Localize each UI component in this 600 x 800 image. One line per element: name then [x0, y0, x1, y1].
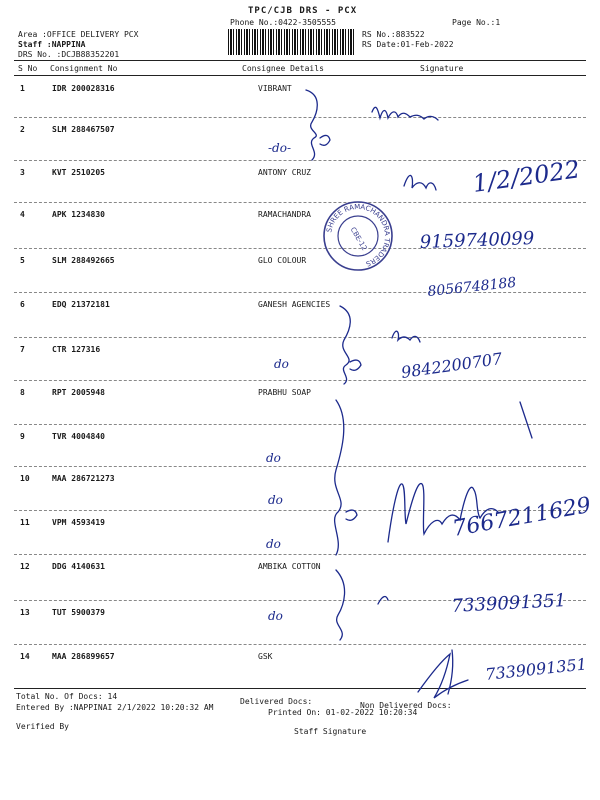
- row-divider: [14, 554, 586, 555]
- phone-number: Phone No.:0422-3505555: [230, 18, 336, 27]
- handwritten-phone-4: 7667211629: [450, 492, 593, 542]
- row-sno: 7: [20, 345, 25, 354]
- row-sno: 11: [20, 518, 30, 527]
- ditto-mark-row9: do: [266, 451, 281, 465]
- row-consignee: GSK: [258, 652, 273, 661]
- row-divider: [14, 466, 586, 467]
- row-divider: [14, 337, 586, 338]
- row-consignment-no: KVT 2510205: [52, 168, 105, 177]
- header-rule-bottom: [14, 75, 586, 76]
- row-sno: 5: [20, 256, 25, 265]
- row-sno: 14: [20, 652, 30, 661]
- ditto-mark-row11: do: [266, 537, 281, 551]
- column-header-consignee: Consignee Details: [242, 64, 324, 73]
- header-rule-top: [14, 60, 586, 61]
- staff-label: Staff :NAPPINA: [18, 40, 86, 49]
- row-consignment-no: TUT 5900379: [52, 608, 105, 617]
- row-sno: 13: [20, 608, 30, 617]
- printed-on: Printed On: 01-02-2022 10:20:34: [268, 708, 418, 717]
- handwritten-phone-3: 9842200707: [399, 348, 504, 382]
- row-divider: [14, 600, 586, 601]
- row-consignment-no: SLM 288467507: [52, 125, 115, 134]
- row-consignee: ANTONY CRUZ: [258, 168, 311, 177]
- company-stamp: [324, 202, 392, 270]
- row-consignment-no: TVR 4004840: [52, 432, 105, 441]
- row-divider: [14, 380, 586, 381]
- row-consignee: GLO COLOUR: [258, 256, 307, 265]
- row-divider: [14, 248, 586, 249]
- row-sno: 12: [20, 562, 30, 571]
- row-sno: 1: [20, 84, 25, 93]
- ditto-mark-row10: do: [268, 493, 283, 507]
- row-divider: [14, 160, 586, 161]
- barcode: [228, 29, 356, 55]
- row-consignment-no: EDQ 21372181: [52, 300, 110, 309]
- handwritten-phone-6: 7339091351: [484, 654, 588, 684]
- row-consignment-no: DDG 4140631: [52, 562, 105, 571]
- row-consignment-no: MAA 286721273: [52, 474, 115, 483]
- row-consignee: RAMACHANDRA: [258, 210, 311, 219]
- non-delivered-docs: Non Delivered Docs:: [360, 701, 452, 710]
- row-sno: 9: [20, 432, 25, 441]
- column-header-consignment: Consignment No: [50, 64, 118, 73]
- row-sno: 4: [20, 210, 25, 219]
- rs-date: RS Date:01-Feb-2022: [362, 40, 454, 49]
- row-sno: 10: [20, 474, 30, 483]
- row-divider: [14, 644, 586, 645]
- page-number: Page No.:1: [452, 18, 501, 27]
- row-divider: [14, 202, 586, 203]
- handwritten-phone-2: 8056748188: [426, 274, 518, 300]
- row-divider: [14, 117, 586, 118]
- row-sno: 6: [20, 300, 25, 309]
- row-sno: 8: [20, 388, 25, 397]
- row-consignment-no: APK 1234830: [52, 210, 105, 219]
- row-consignee: GANESH AGENCIES: [258, 300, 331, 309]
- row-divider: [14, 510, 586, 511]
- svg-text:CBE-12: CBE-12: [348, 225, 369, 252]
- column-header-sno: S No: [18, 64, 38, 73]
- row-consignment-no: VPM 4593419: [52, 518, 105, 527]
- row-consignment-no: MAA 286899657: [52, 652, 115, 661]
- drs-number: DRS No. :DCJB88352201: [18, 50, 120, 59]
- row-consignment-no: SLM 288492665: [52, 256, 115, 265]
- handwritten-phone-5: 7339091351: [451, 590, 567, 617]
- entered-by: Entered By :NAPPINAI 2/1/2022 10:20:32 AM: [16, 703, 214, 712]
- row-divider: [14, 424, 586, 425]
- footer-rule: [14, 688, 586, 689]
- ditto-mark-row2: -do-: [268, 141, 292, 155]
- handwritten-phone-1: 9159740099: [419, 228, 535, 253]
- rs-number: RS No.:883522: [362, 30, 425, 39]
- staff-signature-label: Staff Signature: [294, 727, 367, 736]
- document-title: TPC/CJB DRS - PCX: [248, 6, 358, 16]
- verified-by: Verified By: [16, 722, 69, 731]
- ditto-mark-row7: do: [274, 357, 289, 371]
- area-label: Area :OFFICE DELIVERY PCX: [18, 30, 139, 39]
- row-consignee: AMBIKA COTTON: [258, 562, 321, 571]
- row-sno: 2: [20, 125, 25, 134]
- column-header-signature: Signature: [420, 64, 464, 73]
- row-consignee: PRABHU SOAP: [258, 388, 311, 397]
- row-consignment-no: IDR 200028316: [52, 84, 115, 93]
- row-consignee: VIBRANT: [258, 84, 292, 93]
- row-consignment-no: CTR 127316: [52, 345, 101, 354]
- row-sno: 3: [20, 168, 25, 177]
- handwritten-date: 1/2/2022: [470, 155, 582, 198]
- svg-text:SHREE RAMACHANDRA TRADERS: SHREE RAMACHANDRA TRADERS: [325, 202, 392, 268]
- ditto-mark-row13: do: [268, 609, 283, 623]
- total-docs: Total No. Of Docs: 14: [16, 692, 118, 701]
- row-consignment-no: RPT 2005948: [52, 388, 105, 397]
- row-divider: [14, 292, 586, 293]
- delivered-docs: Delivered Docs:: [240, 697, 313, 706]
